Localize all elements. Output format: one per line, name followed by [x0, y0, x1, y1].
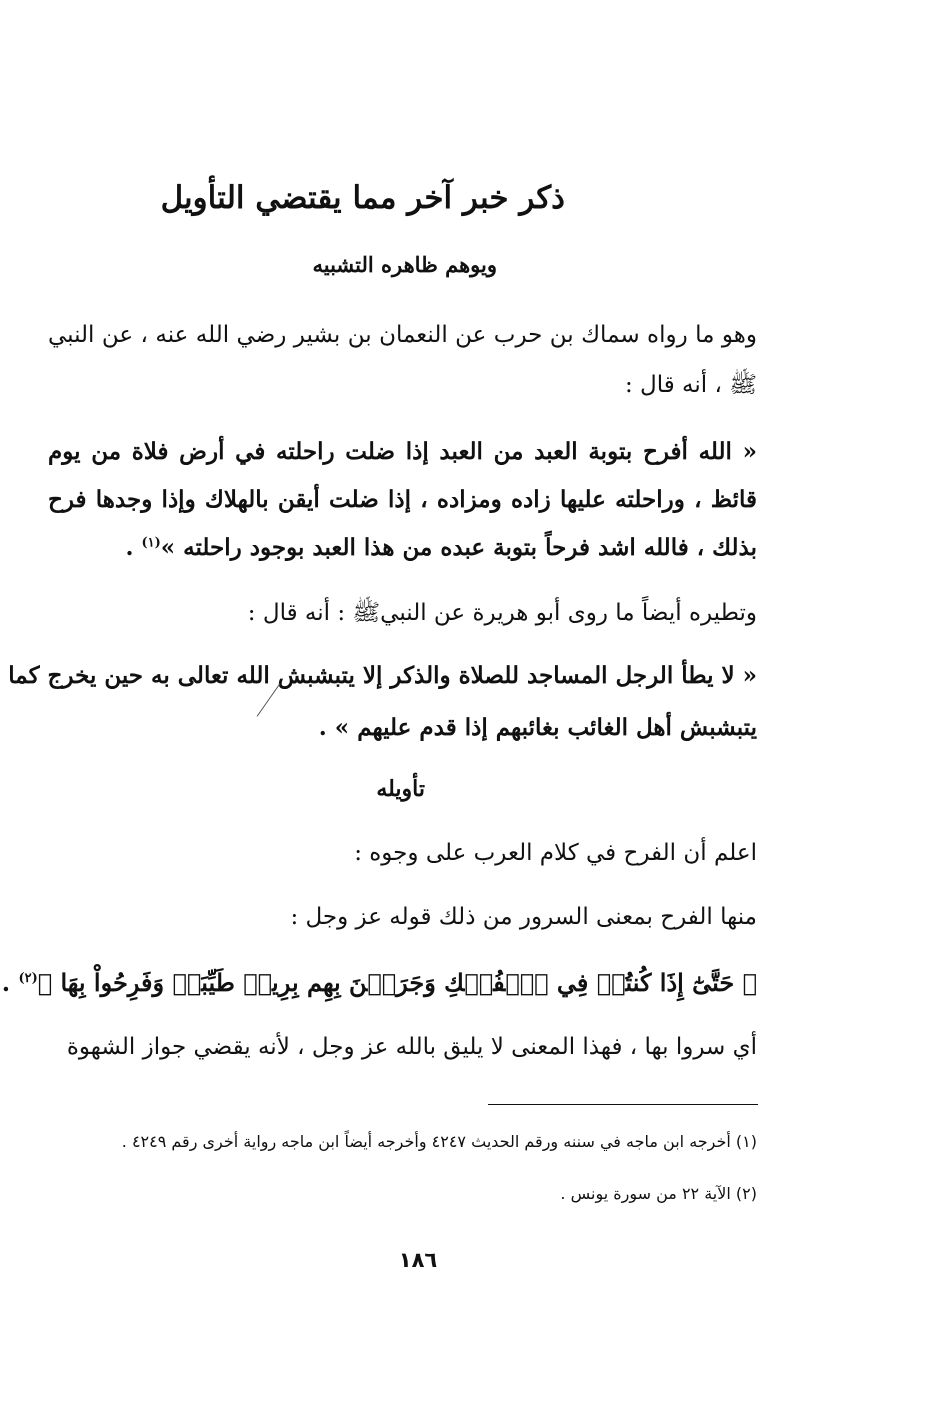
footnote-ref-1: (١)	[141, 535, 161, 551]
hadith-1-line-3-end: .	[125, 534, 142, 561]
hadith-1-line-2: قائظ ، وراحلته عليها زاده ومزاده ، إذا ضلت أيقن بالهلاك وإذا وجدها فرح	[48, 486, 757, 513]
footnote-ref-2: (٢)	[18, 971, 38, 986]
page-title: ذكر خبر آخر مما يقتضي التأويل	[160, 180, 565, 216]
hadith-2-line-2: يتبشبش أهل الغائب بغائبهم إذا قدم عليهم » .	[318, 714, 757, 741]
paragraph-5: أي سروا بها ، فهذا المعنى لا يليق بالله عز وجل ، لأنه يقضي جواز الشهوة	[66, 1034, 757, 1060]
hadith-1-line-3	[125, 534, 757, 561]
paragraph-2: وتطيره أيضاً ما روى أبو هريرة عن النبيﷺ : أنه قال :	[247, 600, 757, 626]
paragraph-1-line-2: ﷺ ، أنه قال :	[624, 372, 757, 398]
footnote-separator	[488, 1104, 758, 1105]
page-subtitle: ويوهم ظاهره التشبيه	[312, 252, 497, 277]
quran-verse-end: .	[1, 968, 19, 997]
hadith-1-line-1: « الله أفرح بتوبة العبد من العبد إذا ضلت راحلته في أرض فلاة من يوم	[48, 438, 757, 465]
page-number: ١٨٦	[398, 1248, 438, 1272]
footnote-1: (١) أخرجه ابن ماجه في سننه ورقم الحديث ٤٢٤٧ وأخرجه أيضاً ابن ماجه رواية أخرى رقم ٤٢٤٩ .	[121, 1132, 757, 1151]
quran-verse	[2, 968, 757, 997]
paragraph-4: منها الفرح بمعنى السرور من ذلك قوله عز وجل :	[290, 904, 757, 930]
paragraph-3: اعلم أن الفرح في كلام العرب على وجوه :	[354, 840, 757, 866]
hadith-2-line-1: « لا يطأ الرجل المساجد للصلاة والذكر إلا يتبشبش الله تعالى به حين يخرج كما	[8, 662, 757, 689]
section-heading: تأويله	[376, 776, 425, 802]
paragraph-1-line-1: وهو ما رواه سماك بن حرب عن النعمان بن بشير رضي الله عنه ، عن النبي	[48, 322, 757, 348]
quran-verse-text: ﴿ حَتَّىٰٓ إِذَا كُنتُمۡ فِي ٱلۡفُلۡكِ وَجَرَيۡنَ بِهِم بِرِيحٖ طَيِّبَةٖ وَفَرِحُواْ بِهَا ﴾	[37, 968, 757, 997]
footnote-2: (٢) الآية ٢٢ من سورة يونس .	[560, 1184, 757, 1203]
hadith-1-line-3-text: بذلك ، فالله اشد فرحاً بتوبة عبده من هذا العبد بوجود راحلته »	[160, 534, 757, 561]
